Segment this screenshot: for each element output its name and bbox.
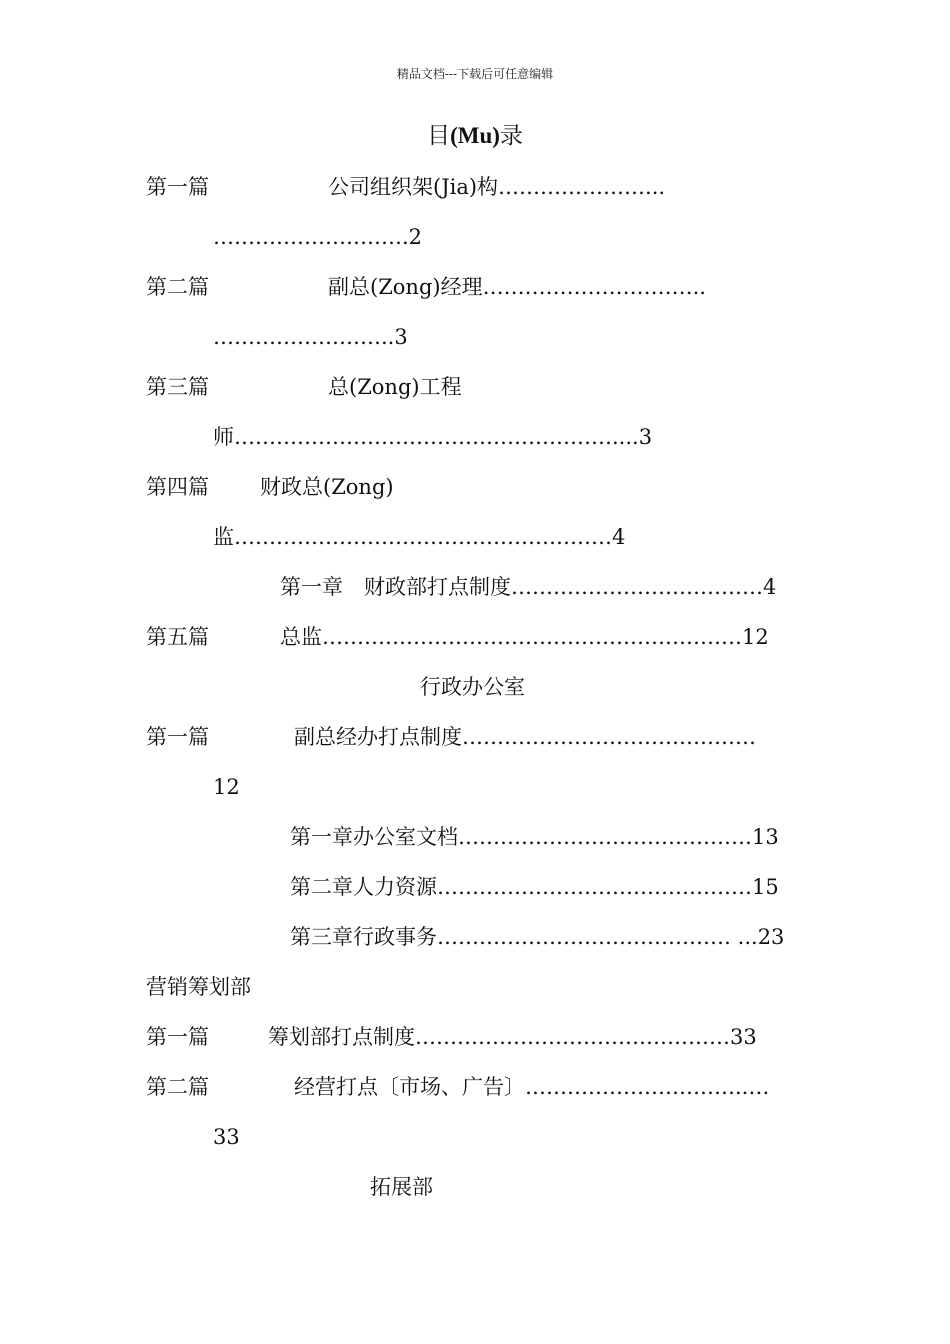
toc-chapter: 第二章人力资源………………………………………15 [290, 875, 779, 899]
toc-entry-title: 总(Zong)工程 [328, 375, 462, 399]
toc-entry-title: 经营打点〔市场、广告〕…………………………..… [294, 1075, 770, 1099]
toc-title-part-b: (Mu) [450, 123, 500, 148]
toc-entry-title: 副总(Zong)经理………………………….. [328, 275, 706, 299]
toc-section-heading: 拓展部 [370, 1175, 433, 1199]
toc-title [0, 123, 950, 149]
toc-entry-continuation: 师………………………………………………....3 [213, 425, 653, 449]
toc-entry-label: 第二篇 [146, 275, 209, 299]
toc-title-part-c: 录 [499, 123, 523, 149]
toc-entry-label: 第四篇 [146, 475, 209, 499]
page-header: 精品文档---下载后可任意编辑 [396, 67, 554, 81]
toc-entry-continuation: ……………………..3 [213, 325, 408, 349]
toc-entry-label: 第二篇 [146, 1075, 209, 1099]
toc-entry-title: 公司组织架(Jia)构…………………... [328, 175, 666, 199]
toc-title-part-a: 目 [427, 123, 451, 149]
toc-entry-label: 第一篇 [146, 175, 209, 199]
toc-entry-continuation: ……………………….2 [213, 225, 423, 249]
toc-entry-continuation: 12 [213, 775, 240, 799]
toc-section-heading: 行政办公室 [420, 675, 525, 699]
toc-entry-title: 筹划部打点制度………………………………………33 [268, 1025, 757, 1049]
toc-entry-label: 第三篇 [146, 375, 209, 399]
toc-entry-label: 第五篇 [146, 625, 209, 649]
toc-chapter: 第三章行政事务…………………………………… ...23 [290, 925, 785, 949]
toc-entry-label: 第一篇 [146, 725, 209, 749]
toc-chapter: 第一章 财政部打点制度………………………………4 [280, 575, 777, 599]
toc-section-heading: 营销筹划部 [146, 975, 251, 999]
toc-entry-continuation: 33 [213, 1125, 240, 1149]
toc-entry-title: 副总经办打点制度…………………………………… [294, 725, 756, 749]
toc-chapter: 第一章办公室文档……………………………………13 [290, 825, 779, 849]
toc-entry-continuation: 监………………………………………………4 [213, 525, 626, 549]
toc-entry-title: 财政总(Zong) [260, 475, 394, 499]
toc-entry-title: 总监……………………………………………………12 [280, 625, 769, 649]
toc-entry-label: 第一篇 [146, 1025, 209, 1049]
